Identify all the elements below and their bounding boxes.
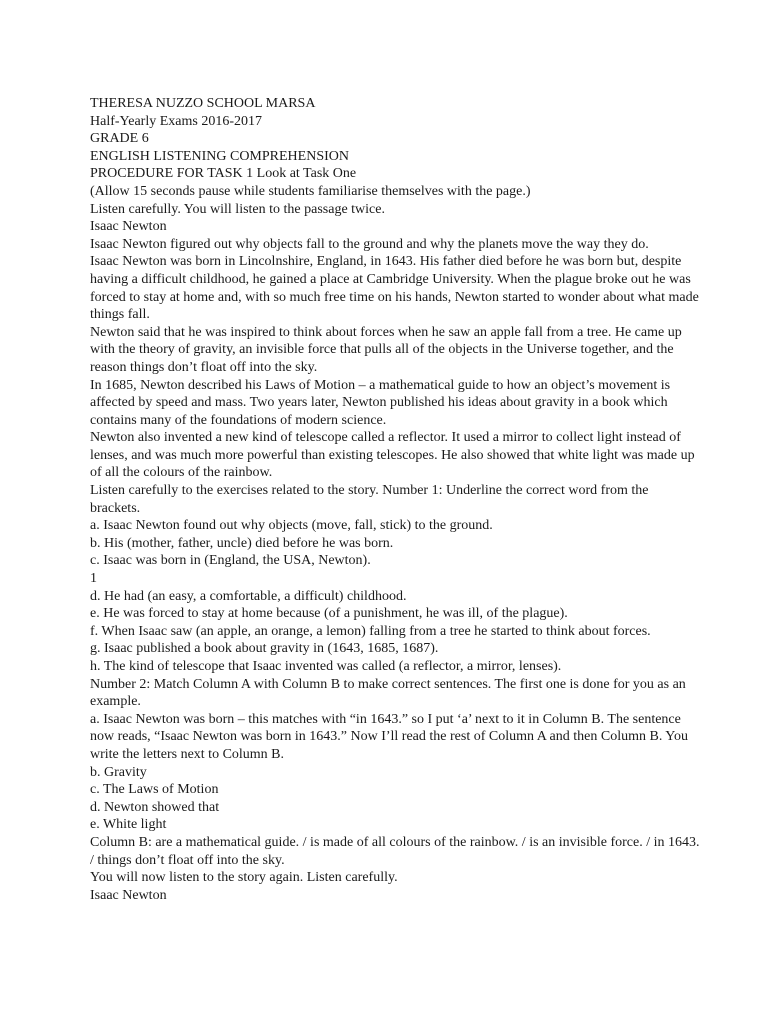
- exercise-item: a. Isaac Newton found out why objects (move, fall, stick) to the ground.: [90, 518, 493, 534]
- school-name: THERESA NUZZO SCHOOL MARSA: [90, 96, 316, 111]
- exam-session: Half-Yearly Exams 2016-2017: [90, 113, 262, 129]
- subject-title: ENGLISH LISTENING COMPREHENSION: [90, 148, 349, 164]
- exercise-item: e. He was forced to stay at home because (of a punishment, he was ill, of the plague).: [90, 606, 568, 622]
- column-b-list: Column B: are a mathematical guide. / is made of all colours of the rainbow. / is an invisible force. / in 1643. / things don’t float off into the sky.: [90, 834, 700, 868]
- exercise-item: b. His (mother, father, uncle) died before he was born.: [90, 535, 394, 551]
- exercise-item: f. When Isaac saw (an apple, an orange, a lemon) falling from a tree he started to think about forces.: [90, 623, 651, 639]
- repeat-instruction: You will now listen to the story again. Listen carefully.: [90, 870, 398, 886]
- page-number: 1: [90, 571, 97, 587]
- passage-title-repeat: Isaac Newton: [90, 887, 167, 903]
- exercise-item: h. The kind of telescope that Isaac invented was called (a reflector, a mirror, lenses).: [90, 659, 562, 674]
- grade-label: GRADE 6: [90, 131, 149, 147]
- document-page: [90, 95, 700, 904]
- exercise-item: c. Isaac was born in (England, the USA, Newton).: [90, 553, 371, 569]
- passage-paragraph: Newton also invented a new kind of telescope called a reflector. It used a mirror to collect light instead of lenses, and was much more powerful than existing telescopes. He also showed that white light was made up of all the colours of the rainbow.: [90, 430, 695, 481]
- column-a-item: e. White light: [90, 817, 167, 833]
- passage-paragraph: Newton said that he was inspired to think about forces when he saw an apple fall from a tree. He came up with the theory of gravity, an invisible force that pulls all of the objects in the Universe together, and the reason things don’t float off into the sky.: [90, 324, 682, 375]
- exercise-2-example: a. Isaac Newton was born – this matches with “in 1643.” so I put ‘a’ next to it in Column B. The sentence now reads, “Isaac Newton was born in 1643.” Now I’ll read the rest of Column A and then Column B. You write the letters next to Column B.: [90, 711, 689, 762]
- column-a-item: b. Gravity: [90, 764, 147, 780]
- exercise-1-instruction: Listen carefully to the exercises related to the story. Number 1: Underline the correct word from the brackets.: [90, 483, 649, 516]
- passage-paragraph: In 1685, Newton described his Laws of Motion – a mathematical guide to how an object’s movement is affected by speed and mass. Two years later, Newton published his ideas about gravity in a book which contains many of the foundations of modern science.: [90, 377, 671, 428]
- listen-instruction: Listen carefully. You will listen to the passage twice.: [90, 201, 385, 217]
- passage-title: Isaac Newton: [90, 219, 167, 235]
- exercise-item: g. Isaac published a book about gravity in (1643, 1685, 1687).: [90, 641, 439, 657]
- passage-paragraph: Isaac Newton was born in Lincolnshire, England, in 1643. His father died before he was born but, despite having a difficult childhood, he gained a place at Cambridge University. When the plague broke out he was forced to stay at home and, with so much free time on his hands, Newton started to wonder about what made things fall.: [90, 254, 699, 323]
- column-a-item: c. The Laws of Motion: [90, 782, 219, 798]
- column-a-item: d. Newton showed that: [90, 799, 220, 815]
- passage-paragraph: Isaac Newton figured out why objects fall to the ground and why the planets move the way they do.: [90, 236, 649, 252]
- exercise-2-instruction: Number 2: Match Column A with Column B to make correct sentences. The first one is done for you as an example.: [90, 676, 686, 710]
- procedure-heading: PROCEDURE FOR TASK 1 Look at Task One: [90, 166, 357, 182]
- exercise-item: d. He had (an easy, a comfortable, a difficult) childhood.: [90, 588, 407, 604]
- pause-instruction: (Allow 15 seconds pause while students familiarise themselves with the page.): [90, 183, 531, 199]
